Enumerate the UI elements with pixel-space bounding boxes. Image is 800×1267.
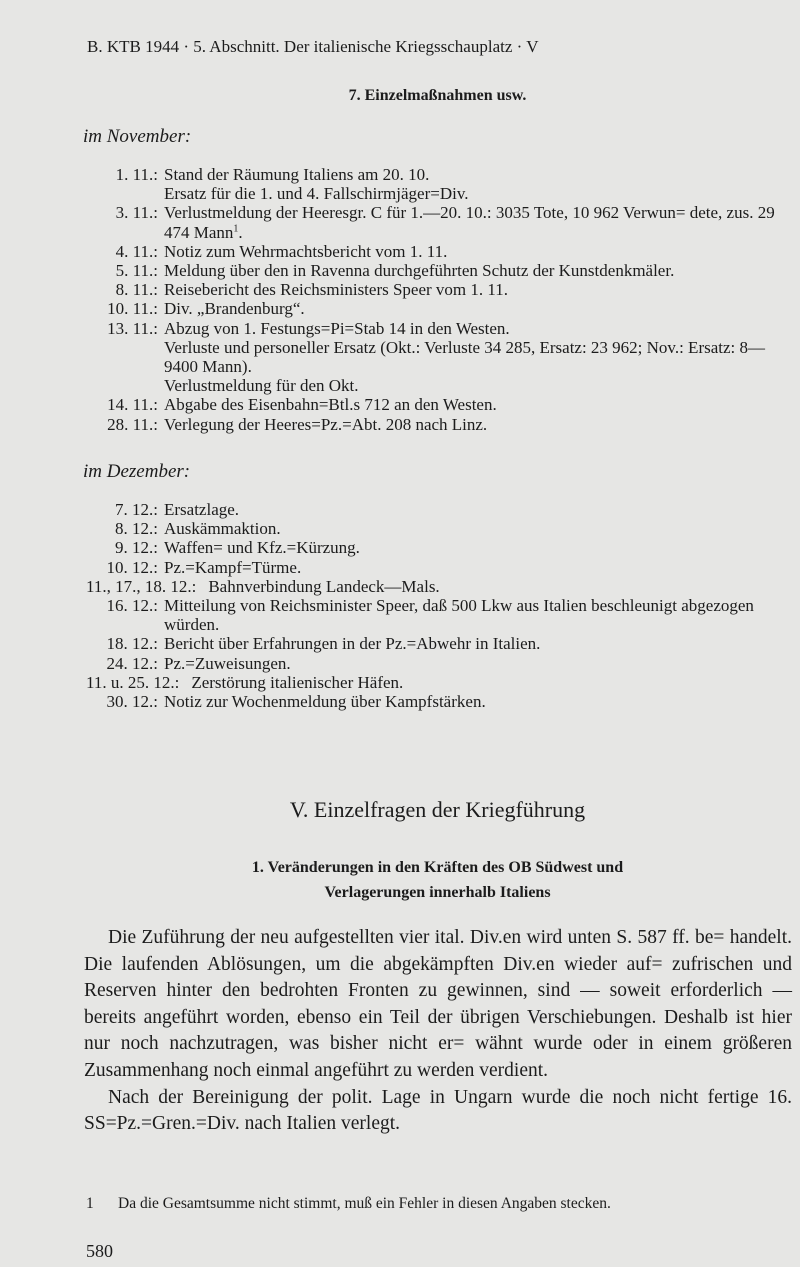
entry-text: [86, 338, 798, 376]
list-entry: [86, 692, 798, 711]
entry-date: 11., 17., 18. 12.:: [86, 576, 197, 596]
entry-text-content: Abgabe des Eisenbahn=Btl.s 712 an den Westen.: [164, 395, 497, 415]
entry-text-content: Verlustmeldung der Heeresgr. C für 1.—20. 10.: 3035 Tote, 10 962 Verwun= dete, zus. 29 474 Mann: [164, 203, 775, 242]
list-entry: [86, 538, 798, 557]
body-text: [84, 925, 792, 1138]
entry-date: 18. 12.:: [106, 634, 158, 654]
entry-text-content: Mitteilung von Reichsminister Speer, daß 500 Lkw aus Italien beschleunigt abgezogen würden.: [164, 596, 754, 635]
entry-text-content: Stand der Räumung Italiens am 20. 10.: [164, 165, 430, 184]
list-entry: [86, 261, 798, 280]
entry-text: [158, 519, 798, 538]
entry-text: [158, 299, 798, 318]
entry-text: [158, 634, 798, 653]
page-number: 580: [86, 1241, 113, 1261]
entry-text-content: Notiz zum Wehrmachtsbericht vom 1. 11.: [164, 241, 448, 261]
subsection-heading-line: 1. Veränderungen in den Kräften des OB Südwest und: [251, 859, 624, 876]
december-entry-list: [86, 500, 798, 711]
entry-text: [158, 538, 798, 557]
entry-text: [86, 376, 798, 395]
entry-text-content: Verluste und personeller Ersatz (Okt.: Verluste 34 285, Ersatz: 23 962; Nov.: Ersatz: 8—9400 Mann).: [164, 337, 766, 377]
entry-text: [86, 184, 798, 203]
chapter-heading: V. Einzelfragen der Kriegführung: [289, 797, 586, 822]
footnote: [86, 1194, 611, 1214]
entry-text: [179, 673, 798, 692]
entry-text: [158, 415, 798, 434]
body-paragraph: Nach der Bereinigung der polit. Lage in Ungarn wurde die noch nicht fertige 16. SS=Pz.=Gren.=Div. nach Italien verlegt.: [84, 1086, 792, 1135]
running-head: B. KTB 1944 · 5. Abschnitt. Der italienische Kriegsschauplatz · V: [87, 37, 539, 56]
list-entry: [86, 299, 798, 318]
entry-date: 24. 12.:: [106, 653, 158, 673]
list-entry: [86, 203, 798, 241]
entry-text-content: Reisebericht des Reichsministers Speer vom 1. 11.: [164, 280, 509, 300]
entry-text: [158, 395, 798, 414]
entry-date: 11. u. 25. 12.:: [86, 672, 180, 692]
entry-text: [158, 500, 798, 519]
entry-date: 3. 11.:: [115, 203, 158, 223]
entry-text-content: Verlegung der Heeres=Pz.=Abt. 208 nach Linz.: [164, 414, 488, 434]
entry-date: 4. 11.:: [115, 241, 158, 261]
entry-text: [158, 165, 798, 184]
list-entry: [86, 654, 798, 673]
entry-text: [158, 654, 798, 673]
entry-text: [158, 558, 798, 577]
entry-date: 8. 12.:: [115, 519, 158, 539]
entry-text: [158, 596, 798, 634]
entry-text-content: Verlustmeldung für den Okt.: [164, 376, 359, 396]
entry-date: 16. 12.:: [106, 596, 158, 616]
entry-text-content: Abzug von 1. Festungs=Pi=Stab 14 in den Westen.: [164, 318, 510, 338]
entry-text-content: Meldung über den in Ravenna durchgeführten Schutz der Kunstdenkmäler.: [164, 261, 675, 281]
entry-date: 5. 11.:: [115, 261, 158, 281]
footnote-text: Da die Gesamtsumme nicht stimmt, muß ein Fehler in diesen Angaben stecken.: [118, 1195, 611, 1212]
entry-date: 10. 12.:: [106, 557, 158, 577]
list-entry: [86, 280, 798, 299]
list-entry: [86, 395, 798, 414]
list-entry: [86, 577, 798, 596]
entry-text-content: Pz.=Zuweisungen.: [164, 653, 291, 673]
list-entry: [86, 673, 798, 692]
entry-text: [158, 280, 798, 299]
entry-text: [158, 692, 798, 711]
footnote-reference: 1: [233, 222, 239, 234]
entry-text-content: Zerstörung italienischer Häfen.: [191, 672, 404, 692]
entry-date: 30. 12.:: [106, 692, 158, 712]
month-label-december: im Dezember:: [83, 461, 191, 482]
list-entry: [86, 319, 798, 338]
entry-date: 9. 12.:: [115, 538, 158, 558]
entry-date: 7. 12.:: [115, 500, 158, 519]
list-entry: [86, 242, 798, 261]
entry-text: Verlustmeldung der Heeresgr. C für 1.—20. 10.: 3035 Tote, 10 962 Verwun= dete, zus. 29 474 Mann$^1$.: [164, 203, 775, 242]
entry-text-content: Bericht über Erfahrungen in der Pz.=Abwehr in Italien.: [164, 634, 541, 654]
entry-date: 13. 11.:: [107, 318, 158, 338]
entry-text-content: Waffen= und Kfz.=Kürzung.: [164, 538, 360, 558]
list-entry: [86, 558, 798, 577]
entry-text: [158, 319, 798, 338]
entry-text-content: Ersatz für die 1. und 4. Fallschirmjäger=Div.: [164, 184, 469, 204]
list-entry: [86, 376, 798, 395]
list-entry: [86, 165, 798, 184]
entry-text-content: Notiz zur Wochenmeldung über Kampfstärken.: [164, 692, 486, 712]
entry-text-content: Pz.=Kampf=Türme.: [164, 557, 302, 577]
list-entry: [86, 184, 798, 203]
entry-text-content: Bahnverbindung Landeck—Mals.: [208, 576, 440, 596]
list-entry: [86, 415, 798, 434]
entry-date: 28. 11.:: [107, 414, 158, 434]
list-entry: [86, 338, 798, 376]
entry-text-content: Auskämmaktion.: [164, 519, 281, 539]
entry-text: [158, 261, 798, 280]
subsection-heading: [0, 855, 800, 905]
entry-date: 8. 11.:: [115, 280, 158, 300]
list-entry: [86, 500, 798, 519]
entry-text-content: Div. „Brandenburg“.: [164, 299, 305, 319]
month-label-november: im November:: [83, 126, 192, 147]
list-entry: [86, 634, 798, 653]
entry-text: [196, 577, 798, 596]
entry-date: 10. 11.:: [107, 299, 158, 319]
body-paragraph: Die Zuführung der neu aufgestellten vier ital. Div.en wird unten S. 587 ff. be= handelt. Die laufenden Ablösungen, um die abgekämpften Div.en wieder auf= zufrischen und Reserven hinter den bedrohten Fronten zu gewinnen, sind — soweit erforderlich — bereits angeführt worden, ebenso ein Teil der übrigen Verschiebungen. Deshalb ist hier nur noch nachzutragen, was bisher nicht er= wähnt wurde oder in einem größeren Zusammenhang noch einmal angeführt zu werden verdient.: [84, 927, 792, 1081]
entry-text-content: Ersatzlage.: [164, 500, 240, 519]
list-entry: [86, 596, 798, 634]
entry-date: 14. 11.:: [107, 395, 158, 415]
entry-date: 1. 11.:: [115, 165, 158, 184]
subsection-heading-line: Verlagerungen innerhalb Italiens: [324, 884, 551, 901]
november-entry-list: [86, 165, 798, 434]
entry-text: [158, 242, 798, 261]
footnote-number: 1: [86, 1195, 94, 1212]
section-heading: 7. Einzelmaßnahmen usw.: [348, 87, 527, 104]
list-entry: [86, 519, 798, 538]
